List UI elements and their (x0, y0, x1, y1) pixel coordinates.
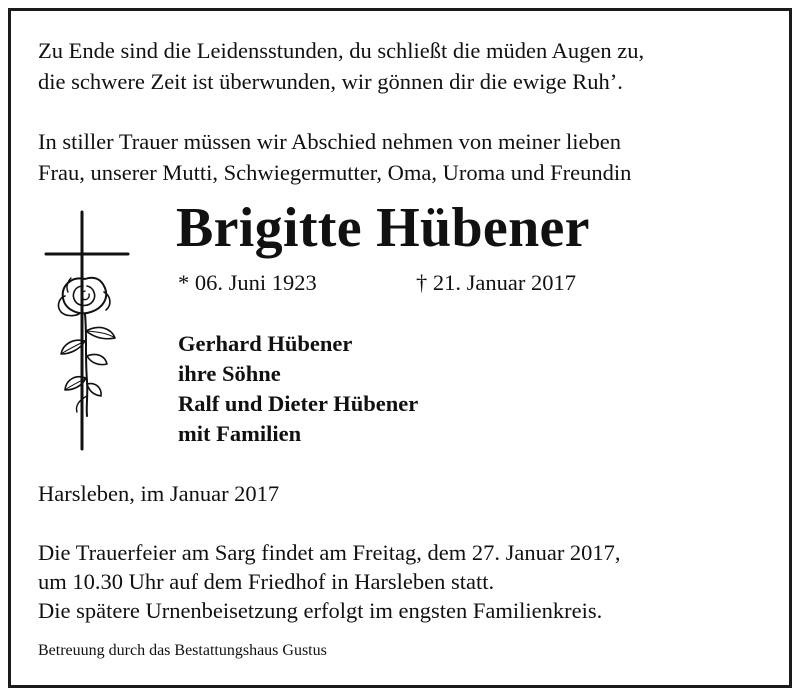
service-details (38, 538, 621, 625)
intro-text (38, 126, 631, 188)
mourners-list (178, 329, 418, 449)
death-date: † 21. Januar 2017 (416, 270, 576, 295)
verse (38, 35, 644, 97)
obituary-notice (8, 8, 792, 688)
intro-line: In stiller Trauer müssen wir Abschied nehmen von meiner lieben (38, 129, 622, 154)
service-line: Die spätere Urnenbeisetzung erfolgt im engsten Familienkreis. (38, 598, 603, 623)
service-line: um 10.30 Uhr auf dem Friedhof in Harsleben statt. (38, 569, 495, 594)
mourner-line: Ralf und Dieter Hübener (178, 391, 419, 416)
intro-line: Frau, unserer Mutti, Schwiegermutter, Oma, Uroma und Freundin (38, 160, 632, 185)
service-line: Die Trauerfeier am Sarg findet am Freitag, dem 27. Januar 2017, (38, 540, 621, 565)
verse-line: Zu Ende sind die Leidensstunden, du schließt die müden Augen zu, (38, 38, 645, 63)
undertaker-note: Betreuung durch das Bestattungshaus Gustus (38, 642, 327, 659)
mourner-line: mit Familien (178, 421, 302, 446)
place-date: Harsleben, im Januar 2017 (38, 481, 280, 506)
birth-date: * 06. Juni 1923 (178, 270, 317, 295)
deceased-name: Brigitte Hübener (176, 197, 590, 259)
mourner-line: ihre Söhne (178, 361, 281, 386)
verse-line: die schwere Zeit ist überwunden, wir gönnen dir die ewige Ruh’. (38, 69, 623, 94)
cross-with-rose-icon (41, 206, 131, 456)
mourner-line: Gerhard Hübener (178, 331, 353, 356)
